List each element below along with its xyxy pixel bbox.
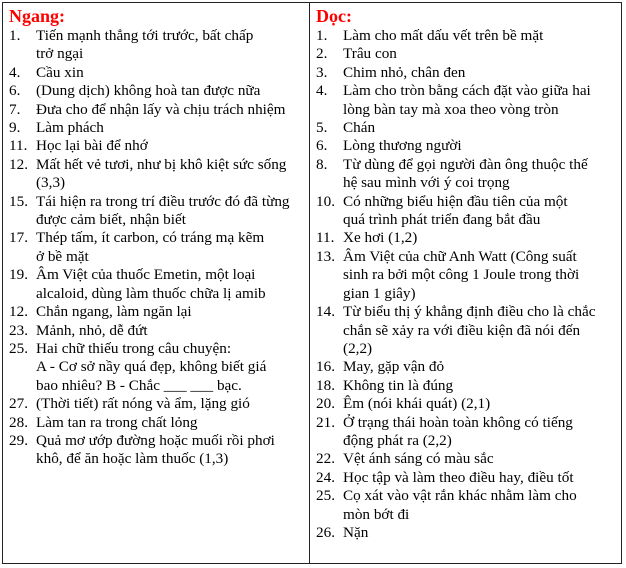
clue-number: 25. [316,487,335,505]
clue-item [316,524,617,542]
clue-text [343,395,617,413]
clue-line: Tái hiện ra trong trí điều trước đó đã từng [36,192,290,210]
clue-line: Có những biểu hiện đầu tiên của một [343,192,568,210]
clue-text [36,27,305,64]
clue-line: Từ biểu thị ý khẳng định điều cho là chắc [343,303,596,321]
clue-text [36,156,305,193]
ngang-clue-list [9,27,305,469]
clue-text [343,248,617,303]
doc-clue-list [316,27,617,542]
clue-item [9,229,305,266]
clue-number: 4. [9,63,21,81]
clue-number: 1. [316,27,328,44]
clue-number: 24. [316,468,335,486]
clue-line: chắn sẽ xảy ra với điều kiện đã nói đến [343,321,581,339]
clue-item [316,64,617,82]
clue-number: 23. [9,321,28,339]
clue-number: 19. [9,266,28,284]
ngang-column [3,3,310,563]
clue-line: Lòng thương người [343,137,462,155]
clue-line: (Dung dịch) không hoà tan được nữa [36,82,261,100]
clue-line: Hai chữ thiếu trong câu chuyện: [36,339,232,357]
clue-text [343,137,617,155]
clue-number: 7. [9,100,21,118]
clue-line: alcaloid, dùng làm thuốc chữa lị amib [36,284,266,302]
clue-text [343,487,617,524]
clue-line: Học lại bài để nhớ [36,137,148,155]
clue-item [9,266,305,303]
clue-line: Thép tấm, ít carbon, có tráng mạ kẽm [36,229,265,247]
clue-item [9,193,305,230]
clue-item [9,101,305,119]
clue-line: Ở trạng thái hoàn toàn không có tiếng [343,413,573,431]
clue-item [9,27,305,64]
ngang-heading: Ngang: [9,6,66,26]
clue-item [9,414,305,432]
clue-line: sinh ra bởi một công 1 Joule trong thời [343,266,580,284]
clue-number: 22. [316,450,335,468]
clue-number: 27. [9,395,28,413]
clue-number: 11. [316,229,335,247]
clue-number: 4. [316,82,328,100]
clue-number: 6. [316,137,328,155]
clue-line: hệ sau mình với ý coi trọng [343,174,510,192]
clue-line: Học tập và làm theo điều hay, điều tốt [343,468,574,486]
clue-item [9,340,305,395]
clue-item [316,45,617,63]
clue-line: ở bề mặt [36,247,89,265]
clue-item [316,450,617,468]
clue-text [343,193,617,230]
clue-item [316,82,617,119]
clue-number: 25. [9,339,28,357]
clue-number: 12. [9,155,28,173]
clue-number: 15. [9,192,28,210]
clue-item [316,469,617,487]
clue-number: 17. [9,229,28,247]
clue-text [343,303,617,358]
clue-line: Vệt ánh sáng có màu sắc [343,450,494,468]
clue-line: (2,2) [343,339,373,357]
clue-number: 11. [9,137,28,155]
clue-line: Chán [343,119,376,137]
clue-text [36,414,305,432]
clue-number: 1. [9,27,21,44]
clue-text [36,229,305,266]
clue-line: Từ dùng để gọi người đàn ông thuộc thế [343,155,588,173]
clue-item [316,156,617,193]
clue-number: 3. [316,63,328,81]
clue-text [36,137,305,155]
clue-number: 26. [316,523,335,541]
clue-text [36,82,305,100]
clue-line: Âm Việt của chữ Anh Watt (Công suất [343,247,577,265]
clue-line: Làm cho tròn bằng cách đặt vào giữa hai [343,82,591,100]
clue-text [343,64,617,82]
clue-item [316,377,617,395]
clue-text [36,266,305,303]
clue-line: mòn bớt đi [343,505,410,523]
clue-item [316,27,617,45]
clue-text [36,432,305,469]
clue-number: 12. [9,303,28,321]
clue-line: khô, để ăn hoặc làm thuốc (1,3) [36,450,229,468]
clue-line: lòng bàn tay mà xoa theo vòng tròn [343,100,559,118]
clue-line: Đưa cho để nhận lấy và chịu trách nhiệm [36,100,286,118]
clue-text [36,395,305,413]
clue-item [316,395,617,413]
clue-text [343,156,617,193]
clue-item [9,303,305,321]
clue-line: Quả mơ ướp đường hoặc muối rồi phơi [36,431,275,449]
clue-item [9,322,305,340]
clue-text [343,469,617,487]
clue-item [9,432,305,469]
clue-text [36,322,305,340]
clue-line: Mảnh, nhỏ, dễ đứt [36,321,148,339]
clue-text [36,64,305,82]
clue-line: A - Cơ sở nầy quá đẹp, không biết giá [36,358,267,376]
clue-text [343,119,617,137]
clue-line: trở ngại [36,45,84,63]
clue-item [316,119,617,137]
clue-line: Làm cho mất dấu vết trên bề mặt [343,27,544,44]
clue-line: Cầu xin [36,63,84,81]
clue-line: gian 1 giây) [343,284,416,302]
clue-item [9,137,305,155]
clue-text [36,340,305,395]
clue-item [316,414,617,451]
clue-line: Chắn ngang, làm ngăn lại [36,303,192,321]
clue-text [36,193,305,230]
clue-item [9,156,305,193]
clue-line: (3,3) [36,174,66,192]
clue-item [316,303,617,358]
clue-line: bao nhiêu? B - Chắc ___ ___ bạc. [36,376,242,394]
clue-line: Êm (nói khái quát) (2,1) [343,395,491,413]
clue-text [36,119,305,137]
clue-line: Tiến mạnh thẳng tới trước, bất chấp [36,27,254,44]
doc-column [310,3,621,563]
clue-item [9,64,305,82]
clue-number: 10. [316,192,335,210]
clue-line: Cọ xát vào vật rắn khác nhằm làm cho [343,487,577,505]
clue-text [343,45,617,63]
clue-line: Không tin là đúng [343,376,454,394]
clue-text [343,377,617,395]
clue-text [343,524,617,542]
clue-number: 9. [9,119,21,137]
clue-item [9,395,305,413]
clue-item [316,193,617,230]
crossword-clues-table [2,2,622,564]
clue-item [9,119,305,137]
clue-number: 29. [9,431,28,449]
clue-line: Chim nhỏ, chân đen [343,63,466,81]
clue-line: (Thời tiết) rất nóng và ẩm, lặng gió [36,395,250,413]
clue-number: 21. [316,413,335,431]
clue-line: động phát ra (2,2) [343,431,452,449]
clue-number: 18. [316,376,335,394]
clue-text [343,414,617,451]
clue-line: Mất hết vẻ tươi, như bị khô kiệt sức sống [36,155,287,173]
clue-line: Nặn [343,523,369,541]
doc-heading: Dọc: [316,6,352,26]
clue-text [343,358,617,376]
clue-number: 5. [316,119,328,137]
clue-line: May, gặp vận đỏ [343,358,445,376]
clue-line: Làm phách [36,119,104,137]
clue-number: 8. [316,155,328,173]
clue-item [316,137,617,155]
clue-item [9,82,305,100]
clue-text [343,450,617,468]
clue-text [343,27,617,45]
clue-item [316,487,617,524]
clue-text [343,229,617,247]
clue-item [316,229,617,247]
clue-number: 20. [316,395,335,413]
clue-number: 2. [316,45,328,63]
clue-number: 14. [316,303,335,321]
clue-number: 13. [316,247,335,265]
clue-line: quá trình phát triển đang bắt đầu [343,211,541,229]
clue-item [316,248,617,303]
clue-number: 28. [9,413,28,431]
clue-text [343,82,617,119]
clue-line: được cảm biết, nhận biết [36,211,186,229]
clue-line: Làm tan ra trong chất lỏng [36,413,198,431]
clue-text [36,303,305,321]
clue-number: 6. [9,82,21,100]
clue-text [36,101,305,119]
clue-line: Âm Việt của thuốc Emetin, một loại [36,266,256,284]
clue-line: Trâu con [343,45,397,63]
clue-number: 16. [316,358,335,376]
clue-item [316,358,617,376]
clue-line: Xe hơi (1,2) [343,229,418,247]
